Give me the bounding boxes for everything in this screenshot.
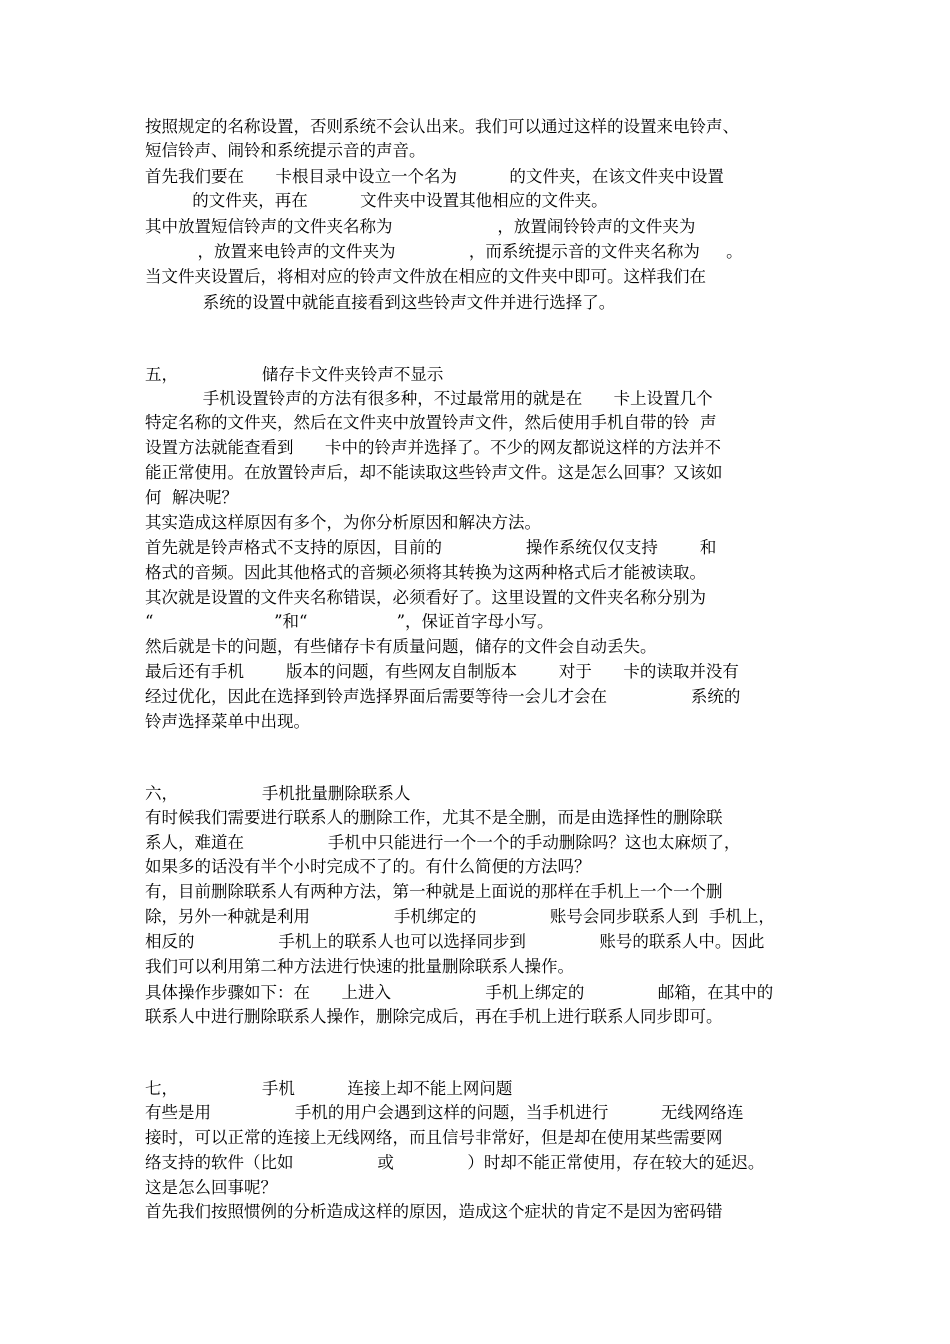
text-line: 铃声选择菜单中出现。: [145, 712, 310, 731]
text-line: 经过优化，因此在选择到铃声选择界面后需要等待一会儿才会在 系统的: [145, 687, 741, 706]
text-line: 其中放置短信铃声的文件夹名称为 ，放置闹铃铃声的文件夹为: [145, 217, 696, 236]
text-line: 格式的音频。因此其他格式的音频必须将其转换为这两种格式后才能被读取。: [145, 563, 706, 582]
text-line: 接时，可以正常的连接上无线网络，而且信号非常好，但是却在使用某些需要网: [145, 1128, 723, 1147]
text-line: 系人，难道在 手机中只能进行一个一个的手动删除吗？这也太麻烦了，: [145, 833, 741, 852]
text-line: 除，另外一种就是利用 手机绑定的 账号会同步联系人到 手机上，: [145, 907, 775, 926]
text-line: 何 解决呢？: [145, 488, 238, 507]
section-heading: 七， 手机 连接上却不能上网问题: [145, 1079, 513, 1098]
text-line: 如果多的话没有半个小时完成不了的。有什么简便的方法吗？: [145, 857, 591, 876]
text-line: 按照规定的名称设置，否则系统不会认出来。我们可以通过这样的设置来电铃声、: [145, 117, 739, 136]
text-line: 系统的设置中就能直接看到这些铃声文件并进行选择了。: [145, 293, 616, 312]
text-line: 当文件夹设置后，将相对应的铃声文件放在相应的文件夹中即可。这样我们在: [145, 267, 706, 286]
text-line: 我们可以利用第二种方法进行快速的批量删除联系人操作。: [145, 957, 574, 976]
text-line: 能正常使用。在放置铃声后，却不能读取这些铃声文件。这是怎么回事？又该如: [145, 463, 723, 482]
text-line: 手机设置铃声的方法有很多种，不过最常用的就是在 卡上设置几个: [145, 389, 713, 408]
text-line: ，放置来电铃声的文件夹为 ，而系统提示音的文件夹名称为 。: [145, 242, 743, 261]
text-line: 首先就是铃声格式不支持的原因，目前的 操作系统仅仅支持 和: [145, 538, 717, 557]
text-line: 其次就是设置的文件夹名称错误，必须看好了。这里设置的文件夹名称分别为: [145, 588, 706, 607]
text-line: 然后就是卡的问题，有些储存卡有质量问题，储存的文件会自动丢失。: [145, 637, 657, 656]
text-line: 相反的 手机上的联系人也可以选择同步到 账号的联系人中。因此: [145, 932, 765, 951]
text-line: 最后还有手机 版本的问题，有些网友自制版本 对于 卡的读取并没有: [145, 662, 739, 681]
text-line: 特定名称的文件夹，然后在文件夹中放置铃声文件，然后使用手机自带的铃 声: [145, 413, 717, 432]
text-line: “ ”和“ ”，保证首字母小写。: [145, 612, 554, 631]
section-heading: 五， 储存卡文件夹铃声不显示: [145, 365, 444, 384]
text-line: 首先我们要在 卡根目录中设立一个名为 的文件夹，在该文件夹中设置: [145, 167, 724, 186]
text-line: 有些是用 手机的用户会遇到这样的问题，当手机进行 无线网络连: [145, 1103, 744, 1122]
text-line: 首先我们按照惯例的分析造成这样的原因，造成这个症状的肯定不是因为密码错: [145, 1202, 723, 1221]
text-line: 短信铃声、闹铃和系统提示音的声音。: [145, 141, 426, 160]
text-line: 联系人中进行删除联系人操作，删除完成后，再在手机上进行联系人同步即可。: [145, 1007, 723, 1026]
section-heading: 六， 手机批量删除联系人: [145, 784, 411, 803]
text-line: 其实造成这样原因有多个，为你分析原因和解决方法。: [145, 513, 541, 532]
text-line: 的文件夹，再在 文件夹中设置其他相应的文件夹。: [145, 191, 608, 210]
text-line: 络支持的软件（比如 或 ）时却不能正常使用，存在较大的延迟。: [145, 1153, 765, 1172]
text-line: 设置方法就能查看到 卡中的铃声并选择了。不少的网友都说这样的方法并不: [145, 438, 721, 457]
text-line: 有，目前删除联系人有两种方法，第一种就是上面说的那样在手机上一个一个删: [145, 882, 723, 901]
text-line: 有时候我们需要进行联系人的删除工作，尤其不是全删，而是由选择性的删除联: [145, 808, 723, 827]
text-line: 这是怎么回事呢？: [145, 1178, 277, 1197]
text-line: 具体操作步骤如下：在 上进入 手机上绑定的 邮箱，在其中的: [145, 983, 774, 1002]
